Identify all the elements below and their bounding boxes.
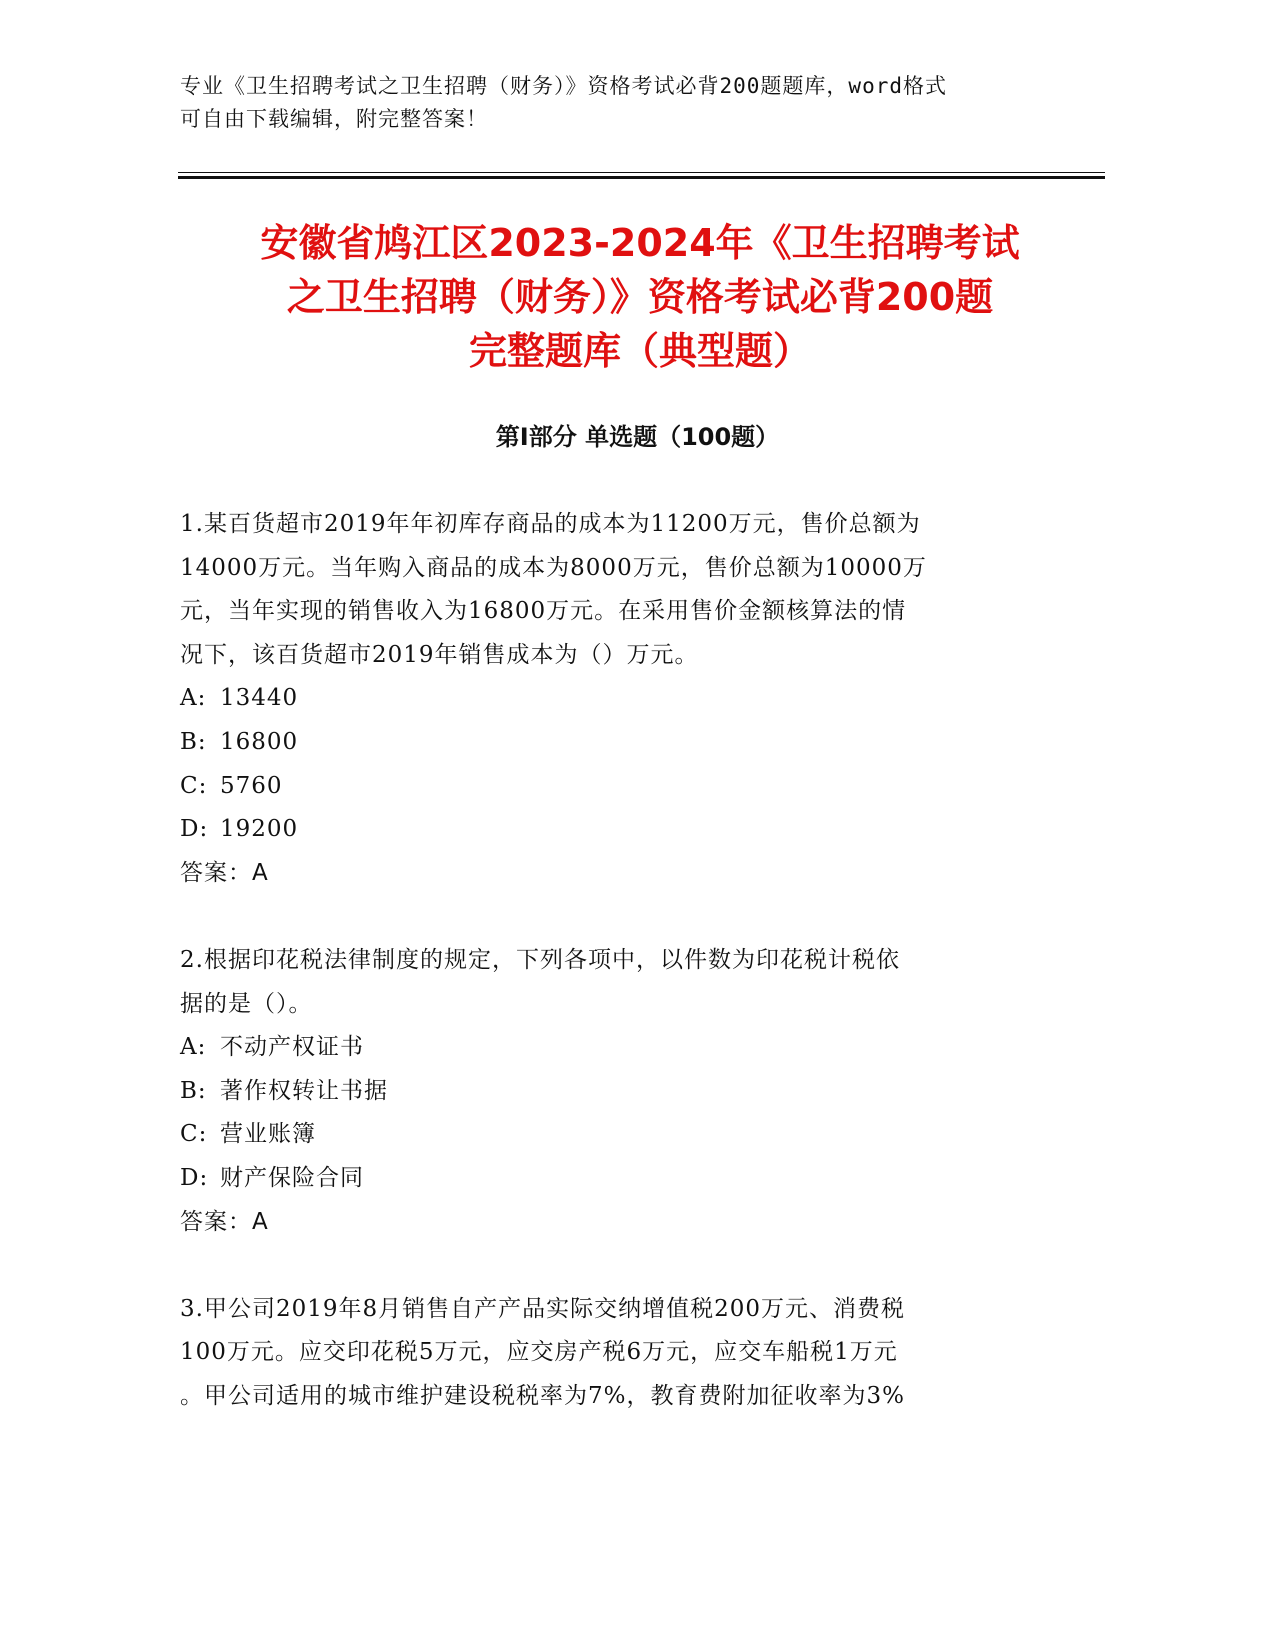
question-text-line: 100万元。应交印花税5万元，应交房产税6万元，应交车船税1万元	[180, 1339, 898, 1366]
question-text-line: 元，当年实现的销售收入为16800万元。在采用售价金额核算法的情	[180, 598, 907, 625]
question-list	[180, 503, 1060, 1418]
answer-line: 答案：A	[180, 1208, 269, 1235]
question-text-line: 据的是（）。	[180, 990, 313, 1017]
option-a	[180, 1026, 1060, 1070]
option-key: A:	[180, 685, 207, 712]
question-text-line: 况下，该百货超市2019年销售成本为（）万元。	[180, 641, 699, 668]
header-note-line: 可自由下载编辑，附完整答案！	[180, 107, 488, 131]
question-text-line: 1.某百货超市2019年年初库存商品的成本为11200万元，售价总额为	[180, 511, 921, 537]
option-b	[180, 721, 1060, 765]
title-line: 之卫生招聘（财务）》资格考试必背200题	[286, 275, 994, 319]
option-key: B:	[180, 728, 207, 755]
option-key: C:	[180, 1121, 208, 1148]
option-key: B:	[180, 1077, 207, 1104]
option-key: D:	[180, 816, 209, 843]
option-text: 不动产权证书	[220, 1034, 364, 1061]
option-text: 5760	[220, 772, 283, 799]
option-d	[180, 808, 1060, 852]
option-text: 13440	[220, 685, 299, 712]
header-note-line: 专业《卫生招聘考试之卫生招聘（财务）》资格考试必背200题题库，word格式	[180, 74, 947, 98]
option-key: A:	[180, 1034, 207, 1061]
question-text-line: 。甲公司适用的城市维护建设税税率为7%，教育费附加征收率为3%	[180, 1382, 905, 1409]
question-2	[180, 939, 1060, 1244]
question-3	[180, 1288, 1060, 1419]
option-a	[180, 677, 1060, 721]
option-key: C:	[180, 772, 208, 799]
title-line: 完整题库（典型题）	[468, 329, 811, 373]
option-text: 16800	[220, 728, 299, 755]
question-text-line: 3.甲公司2019年8月销售自产产品实际交纳增值税200万元、消费税	[180, 1295, 906, 1322]
document-title	[180, 216, 1100, 378]
question-text-line: 14000万元。当年购入商品的成本为8000万元，售价总额为10000万	[180, 554, 927, 581]
header-note	[180, 70, 1060, 136]
option-c	[180, 765, 1060, 809]
answer-line: 答案：A	[180, 859, 269, 886]
option-b	[180, 1070, 1060, 1114]
header-divider-thin	[178, 172, 1105, 173]
option-text: 营业账簿	[220, 1121, 316, 1148]
title-line: 安徽省鸠江区2023-2024年《卫生招聘考试	[260, 221, 1020, 265]
option-key: D:	[180, 1164, 209, 1191]
question-spacer	[180, 1244, 1060, 1288]
option-text: 著作权转让书据	[220, 1077, 388, 1104]
question-spacer	[180, 895, 1060, 939]
section-heading: 第Ⅰ部分 单选题（100题）	[495, 423, 780, 451]
option-c	[180, 1113, 1060, 1157]
header-divider-thick	[178, 176, 1105, 179]
question-1	[180, 503, 1060, 895]
option-text: 19200	[220, 816, 299, 843]
option-text: 财产保险合同	[220, 1164, 364, 1191]
question-text-line: 2.根据印花税法律制度的规定，下列各项中，以件数为印花税计税依	[180, 946, 900, 973]
option-d	[180, 1157, 1060, 1201]
